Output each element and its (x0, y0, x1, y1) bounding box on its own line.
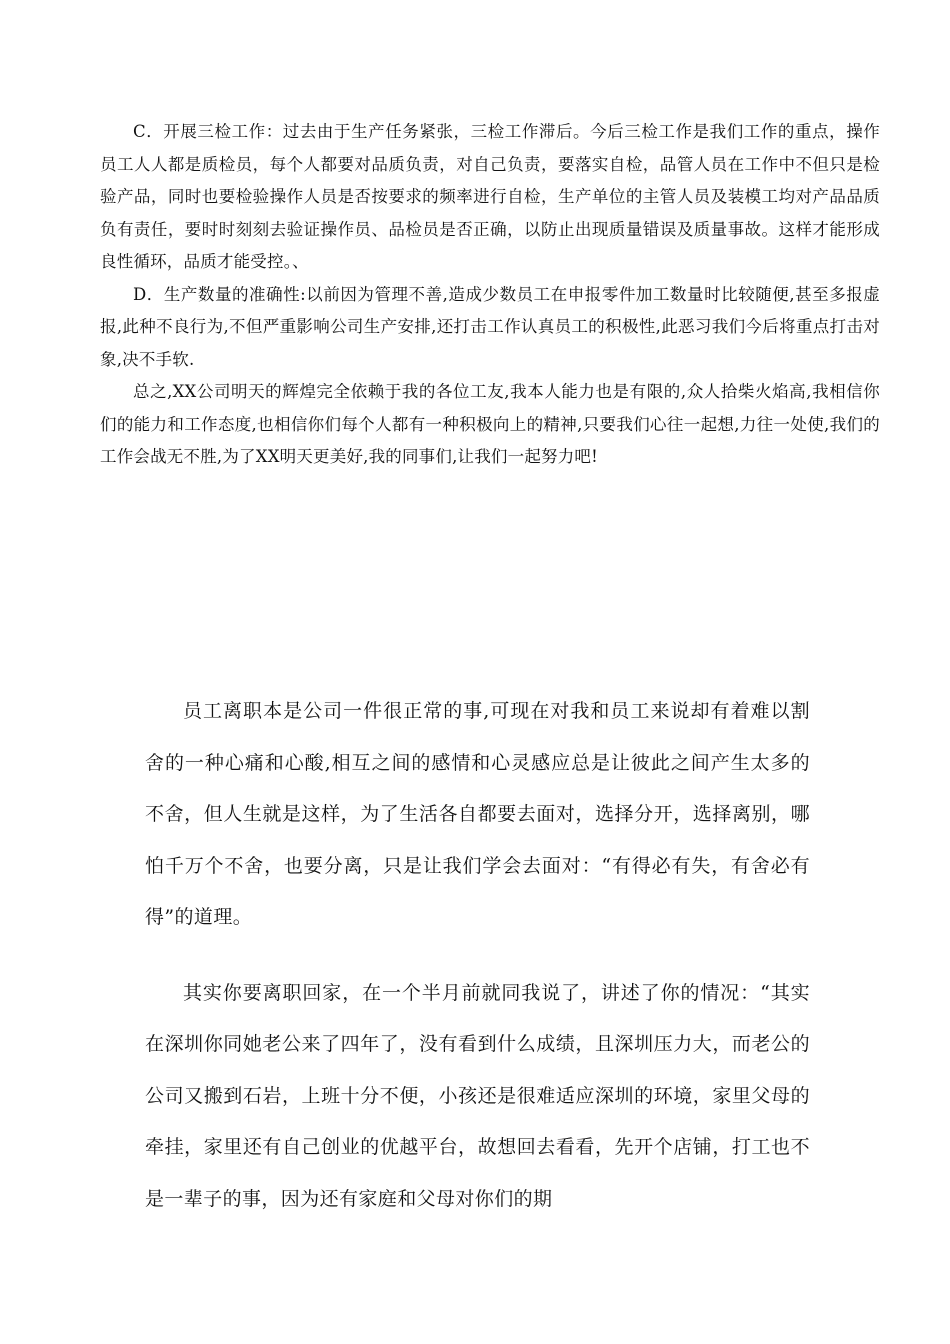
paragraph-quality-inspection: C．开展三检工作：过去由于生产任务紧张，三检工作滞后。今后三检工作是我们工作的重点，操作员工人人都是质检员，每个人都要对品质负责，对自己负责，要落实自检，品管人员在工作中不但只是检验产品，同时也要检验操作人员是否按要求的频率进行自检，生产单位的主管人员及装模工均对产品品质负有责任，要时时刻刻去验证操作员、品检员是否正确，以防止出现质量错误及质量事故。这样才能形成良性循环，品质才能受控。、 (100, 122, 880, 271)
paragraph-resignation-story: 其实你要离职回家，在一个半月前就同我说了，讲述了你的情况：“其实在深圳你同她老公来了四年了，没有看到什么成绩，且深圳压力大，而老公的公司又搬到石岩，上班十分不便，小孩还是很难适应深圳的环境，家里父母的牵挂，家里还有自己创业的优越平台，故想回去看看，先开个店铺，打工也不是一辈子的事，因为还有家庭和父母对你们的期 (145, 981, 810, 1210)
paragraph-resignation-intro: 员工离职本是公司一件很正常的事,可现在对我和员工来说却有着难以割舍的一种心痛和心酸,相互之间的感情和心灵感应总是让彼此之间产生太多的不舍，但人生就是这样，为了生活各自都要去面对，选择分开，选择离别，哪怕千万个不舍，也要分离，只是让我们学会去面对：“有得必有失，有舍必有得”的道理。 (145, 700, 810, 928)
document-section-resignation (145, 686, 810, 1225)
document-section-management (100, 116, 880, 474)
paragraph-production-quantity: D．生产数量的准确性:以前因为管理不善,造成少数员工在申报零件加工数量时比较随便,甚至多报虚报,此种不良行为,不但严重影响公司生产安排,还打击工作认真员工的积极性,此恶习我们今后将重点打击对象,决不手软. (100, 284, 880, 369)
paragraph-conclusion: 总之,XX公司明天的辉煌完全依赖于我的各位工友,我本人能力也是有限的,众人拾柴火焰高,我相信你们的能力和工作态度,也相信你们每个人都有一种积极向上的精神,只要我们心往一起想,力往一处使,我们的工作会战无不胜,为了XX明天更美好,我的同事们,让我们一起努力吧! (100, 382, 880, 466)
